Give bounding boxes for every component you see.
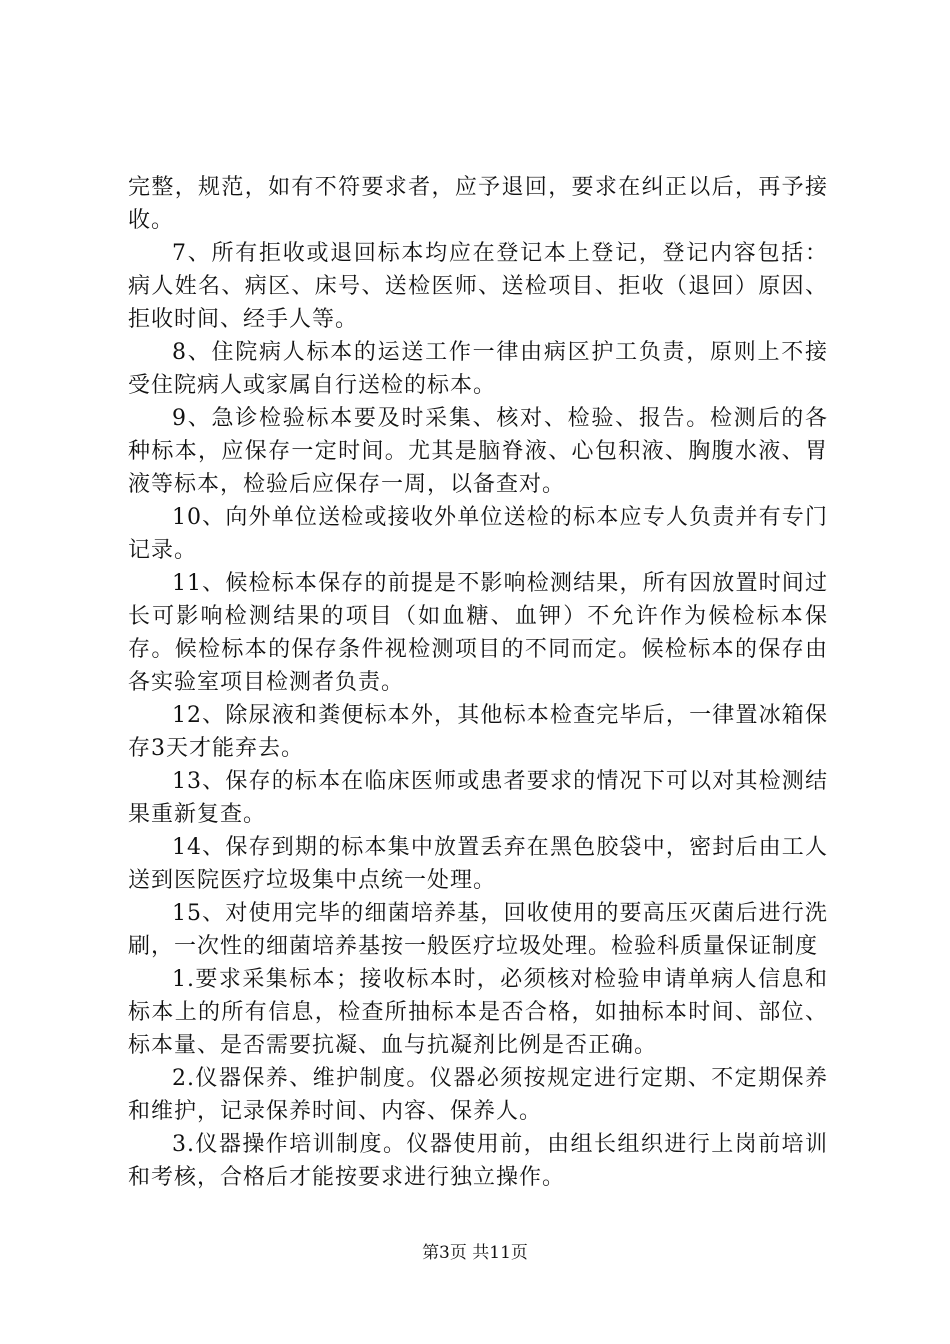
paragraph-item-8: 8、住院病人标本的运送工作一律由病区护工负责，原则上不接受住院病人或家属自行送检的标本。 (128, 340, 828, 398)
paragraph-item-12: 12、除尿液和粪便标本外，其他标本检查完毕后，一律置冰箱保存3天才能弃去。 (128, 703, 828, 761)
paragraph-qa-1: 1.要求采集标本；接收标本时，必须核对检验申请单病人信息和标本上的所有信息，检查所抽标本是否合格，如抽标本时间、部位、标本量、是否需要抗凝、血与抗凝剂比例是否正确。 (128, 967, 828, 1058)
paragraph-qa-3: 3.仪器操作培训制度。仪器使用前，由组长组织进行上岗前培训和考核，合格后才能按要求进行独立操作。 (128, 1132, 828, 1190)
paragraph-item-9: 9、急诊检验标本要及时采集、核对、检验、报告。检测后的各种标本，应保存一定时间。尤其是脑脊液、心包积液、胸腹水液、胃液等标本，检验后应保存一周，以备查对。 (128, 406, 828, 497)
paragraph-qa-2: 2.仪器保养、维护制度。仪器必须按规定进行定期、不定期保养和维护，记录保养时间、内容、保养人。 (128, 1066, 828, 1124)
paragraph-item-7: 7、所有拒收或退回标本均应在登记本上登记，登记内容包括：病人姓名、病区、床号、送检医师、送检项目、拒收（退回）原因、拒收时间、经手人等。 (128, 241, 828, 332)
paragraph-item-14: 14、保存到期的标本集中放置丢弃在黑色胶袋中，密封后由工人送到医院医疗垃圾集中点统一处理。 (128, 835, 828, 893)
document-body (128, 171, 828, 1194)
paragraph-item-11: 11、候检标本保存的前提是不影响检测结果，所有因放置时间过长可影响检测结果的项目（如血糖、血钾）不允许作为候检标本保存。候检标本的保存条件视检测项目的不同而定。候检标本的保存由各实验室项目检测者负责。 (128, 571, 828, 695)
paragraph-continuation: 完整，规范，如有不符要求者，应予退回，要求在纠正以后，再予接收。 (128, 175, 828, 233)
paragraph-item-13: 13、保存的标本在临床医师或患者要求的情况下可以对其检测结果重新复查。 (128, 769, 828, 827)
paragraph-item-10: 10、向外单位送检或接收外单位送检的标本应专人负责并有专门记录。 (128, 505, 828, 563)
page-number-footer: 第3页 共11页 (422, 1243, 528, 1263)
paragraph-item-15: 15、对使用完毕的细菌培养基，回收使用的要高压灭菌后进行洗刷，一次性的细菌培养基按一般医疗垃圾处理。检验科质量保证制度 (128, 901, 828, 959)
